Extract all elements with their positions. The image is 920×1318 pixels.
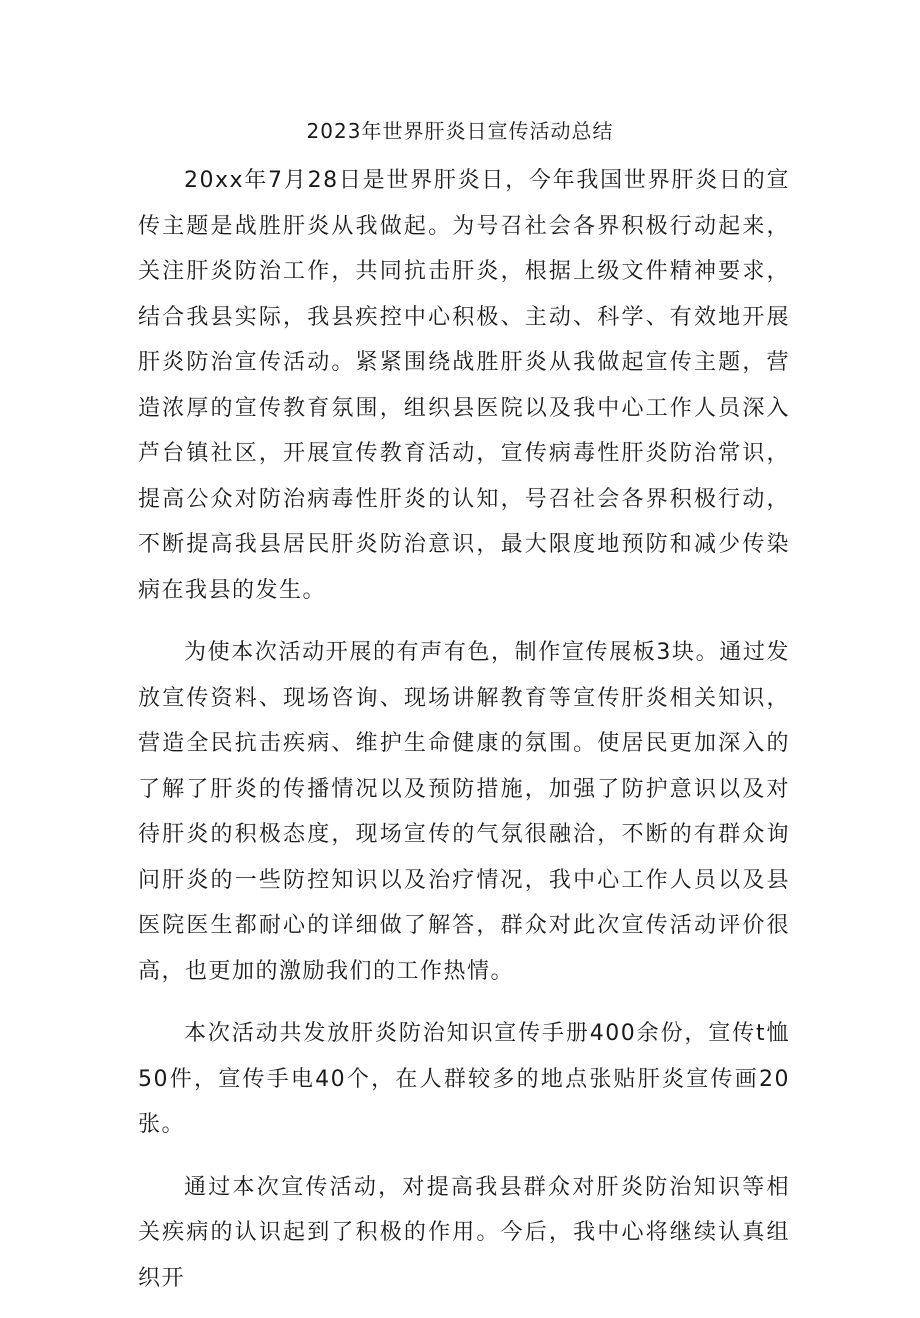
paragraph-intro: 20xx年7月28日是世界肝炎日，今年我国世界肝炎日的宣传主题是战胜肝炎从我做起。为号召社会各界积极行动起来，关注肝炎防治工作，共同抗击肝炎，根据上级文件精神要求，结合我县实际，我县疾控中心积极、主动、科学、有效地开展肝炎防治宣传活动。紧紧围绕战胜肝炎从我做起宣传主题，营造浓厚的宣传教育氛围，组织县医院以及我中心工作人员深入芦台镇社区，开展宣传教育活动，宣传病毒性肝炎防治常识，提高公众对防治病毒性肝炎的认知，号召社会各界积极行动，不断提高我县居民肝炎防治意识，最大限度地预防和减少传染病在我县的发生。 [138, 168, 790, 603]
document-body [138, 158, 790, 1318]
paragraph-activities: 为使本次活动开展的有声有色，制作宣传展板3块。通过发放宣传资料、现场咨询、现场讲解教育等宣传肝炎相关知识，营造全民抗击疾病、维护生命健康的氛围。使居民更加深入的了解了肝炎的传播情况以及预防措施，加强了防护意识以及对待肝炎的积极态度，现场宣传的气氛很融洽，不断的有群众询问肝炎的一些防控知识以及治疗情况，我中心工作人员以及县医院医生都耐心的详细做了解答，群众对此次宣传活动评价很高，也更加的激励我们的工作热情。 [138, 640, 790, 984]
document-title: 2023年世界肝炎日宣传活动总结 [306, 119, 614, 143]
paragraph-conclusion: 通过本次宣传活动，对提高我县群众对肝炎防治知识等相关疾病的认识起到了积极的作用。今后，我中心将继续认真组织开 [138, 1174, 790, 1291]
paragraph-materials: 本次活动共发放肝炎防治知识宣传手册400余份，宣传t恤50件，宣传手电40个，在人群较多的地点张贴肝炎宣传画20张。 [138, 1021, 790, 1137]
